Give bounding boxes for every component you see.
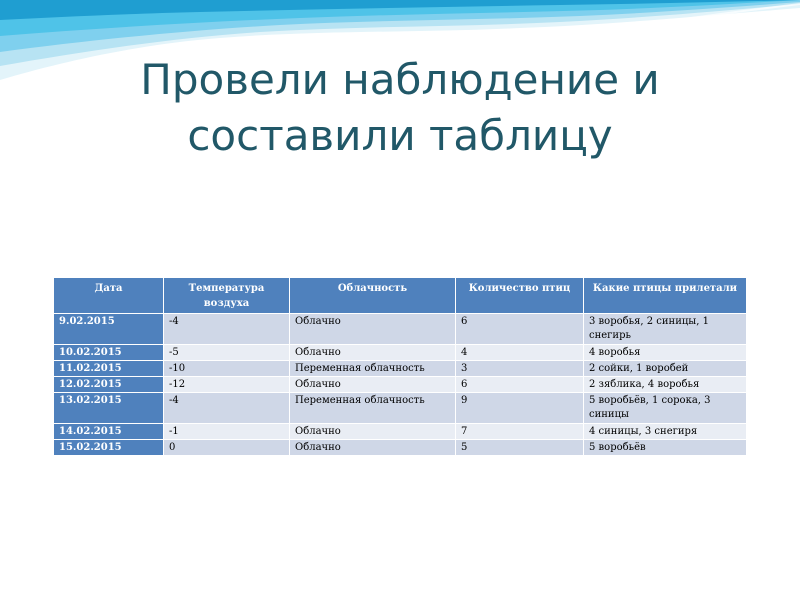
temperature-cell: 0 (164, 440, 290, 456)
temperature-cell: -12 (164, 377, 290, 393)
slide-title (0, 52, 800, 164)
bird-types-cell: 5 воробьёв (584, 440, 747, 456)
slide-title-line-1: Провели наблюдение и (140, 55, 660, 104)
table-header-row (54, 278, 747, 314)
date-cell: 11.02.2015 (54, 361, 164, 377)
bird-count-cell: 7 (456, 424, 584, 440)
date-cell: 10.02.2015 (54, 345, 164, 361)
header-date: Дата (54, 278, 164, 314)
cloudiness-cell: Облачно (290, 314, 456, 345)
date-cell: 15.02.2015 (54, 440, 164, 456)
header-cloudiness: Облачность (290, 278, 456, 314)
bird-count-cell: 9 (456, 393, 584, 424)
cloudiness-cell: Облачно (290, 377, 456, 393)
date-cell: 12.02.2015 (54, 377, 164, 393)
table-row (54, 345, 747, 361)
table-row (54, 377, 747, 393)
temperature-cell: -5 (164, 345, 290, 361)
table-row (54, 424, 747, 440)
date-cell: 13.02.2015 (54, 393, 164, 424)
bird-count-cell: 5 (456, 440, 584, 456)
temperature-cell: -4 (164, 314, 290, 345)
observation-table (53, 277, 747, 456)
header-bird-types: Какие птицы прилетали (584, 278, 747, 314)
header-bird-count: Количество птиц (456, 278, 584, 314)
bird-types-cell: 3 воробья, 2 синицы, 1 снегирь (584, 314, 747, 345)
cloudiness-cell: Облачно (290, 345, 456, 361)
bird-types-cell: 4 воробья (584, 345, 747, 361)
date-cell: 9.02.2015 (54, 314, 164, 345)
cloudiness-cell: Переменная облачность (290, 393, 456, 424)
cloudiness-cell: Облачно (290, 424, 456, 440)
table-row (54, 361, 747, 377)
bird-types-cell: 5 воробьёв, 1 сорока, 3 синицы (584, 393, 747, 424)
table-row (54, 440, 747, 456)
bird-count-cell: 3 (456, 361, 584, 377)
bird-types-cell: 2 сойки, 1 воробей (584, 361, 747, 377)
cloudiness-cell: Облачно (290, 440, 456, 456)
table-row (54, 314, 747, 345)
table-row (54, 393, 747, 424)
bird-count-cell: 6 (456, 314, 584, 345)
bird-types-cell: 4 синицы, 3 снегиря (584, 424, 747, 440)
cloudiness-cell: Переменная облачность (290, 361, 456, 377)
temperature-cell: -1 (164, 424, 290, 440)
date-cell: 14.02.2015 (54, 424, 164, 440)
slide-title-line-2: составили таблицу (187, 111, 613, 160)
bird-types-cell: 2 зяблика, 4 воробья (584, 377, 747, 393)
temperature-cell: -10 (164, 361, 290, 377)
temperature-cell: -4 (164, 393, 290, 424)
bird-count-cell: 4 (456, 345, 584, 361)
header-temperature: Температура воздуха (164, 278, 290, 314)
bird-count-cell: 6 (456, 377, 584, 393)
